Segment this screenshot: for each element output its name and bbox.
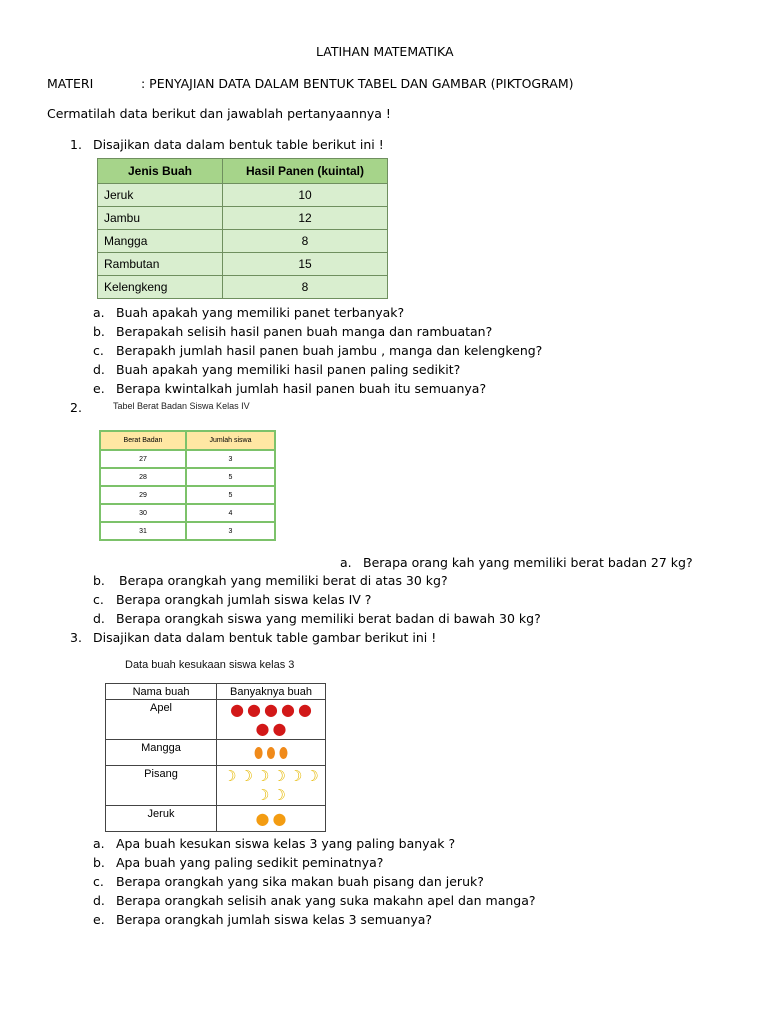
- list-item: [93, 611, 105, 626]
- apple-icon: ●: [280, 700, 295, 719]
- q1-number: 1.: [70, 137, 82, 152]
- apple-pictogram: [217, 700, 325, 739]
- list-item: [340, 555, 352, 570]
- weight-table: [99, 430, 276, 541]
- question-letter: d.: [93, 362, 105, 377]
- banana-icon: ☽: [256, 786, 270, 804]
- list-item: Apa buah kesukan siswa kelas 3 yang paling banyak ?: [116, 836, 456, 851]
- q1-text: Disajikan data dalam bentuk table berikut ini !: [93, 137, 384, 152]
- question-letter: c.: [93, 592, 104, 607]
- table-row: [106, 700, 326, 740]
- table-cell: Rambutan: [98, 253, 223, 276]
- question-letter: d.: [93, 893, 105, 908]
- weight-table-title: Tabel Berat Badan Siswa Kelas IV: [113, 401, 250, 411]
- mango-pictogram: [217, 743, 325, 763]
- question-letter: e.: [93, 381, 105, 396]
- pictogram-cell: [217, 806, 326, 832]
- table-cell: 8: [223, 230, 388, 253]
- list-item: Berapa orangkah siswa yang memiliki berat badan di bawah 30 kg?: [116, 611, 541, 626]
- apple-icon: ●: [255, 719, 270, 738]
- table-row: [98, 276, 388, 299]
- table-cell: Kelengkeng: [98, 276, 223, 299]
- question-letter: a.: [93, 836, 105, 851]
- list-item: [93, 836, 105, 851]
- table-cell: 3: [186, 450, 275, 468]
- list-item: [93, 324, 105, 339]
- orange-icon: ●: [272, 808, 287, 828]
- list-item: [93, 573, 105, 588]
- banana-icon: ☽: [223, 767, 237, 785]
- table-cell: 5: [186, 486, 275, 504]
- question-letter: b.: [93, 573, 105, 588]
- table-header: Berat Badan: [100, 431, 186, 450]
- list-item: [93, 305, 105, 320]
- fruit-table-title: Data buah kesukaan siswa kelas 3: [125, 659, 295, 671]
- table-row: [98, 207, 388, 230]
- table-row: [106, 806, 326, 832]
- harvest-table: [97, 158, 388, 299]
- table-cell: 12: [223, 207, 388, 230]
- table-cell: Mangga: [106, 740, 217, 766]
- table-row: [98, 230, 388, 253]
- materi-value: : PENYAJIAN DATA DALAM BENTUK TABEL DAN GAMBAR (PIKTOGRAM): [141, 76, 574, 91]
- question-letter: b.: [93, 855, 105, 870]
- table-row: [100, 486, 275, 504]
- table-row: [98, 253, 388, 276]
- list-item: Berapa orangkah selisih anak yang suka makahn apel dan manga?: [116, 893, 536, 908]
- table-row: [100, 504, 275, 522]
- table-header: Jenis Buah: [98, 159, 223, 184]
- table-row: [100, 522, 275, 540]
- list-item: Apa buah yang paling sedikit peminatnya?: [116, 855, 384, 870]
- pictogram-cell: [217, 700, 326, 740]
- orange-icon: ●: [255, 808, 270, 828]
- list-item: Buah apakah yang memiliki panet terbanyak?: [116, 305, 405, 320]
- table-cell: 27: [100, 450, 186, 468]
- table-cell: 31: [100, 522, 186, 540]
- question-letter: b.: [93, 324, 105, 339]
- table-cell: Pisang: [106, 766, 217, 806]
- question-letter: a.: [340, 555, 352, 570]
- list-item: Berapa orangkah yang memiliki berat di atas 30 kg?: [119, 573, 448, 588]
- mango-icon: ⬮: [278, 743, 289, 762]
- table-row: [106, 740, 326, 766]
- question-letter: a.: [93, 305, 105, 320]
- question-letter: e.: [93, 912, 105, 927]
- table-cell: 5: [186, 468, 275, 486]
- list-item: [93, 912, 105, 927]
- list-item: Berapa orangkah yang sika makan buah pisang dan jeruk?: [116, 874, 484, 889]
- list-item: [93, 381, 105, 396]
- apple-icon: ●: [230, 700, 245, 719]
- table-row: [100, 468, 275, 486]
- apple-icon: ●: [264, 700, 278, 719]
- list-item: Buah apakah yang memiliki hasil panen paling sedikit?: [116, 362, 461, 377]
- banana-icon: ☽: [288, 767, 303, 785]
- q3-number: 3.: [70, 630, 82, 645]
- pictogram-cell: [217, 766, 326, 806]
- mango-icon: ⬮: [266, 743, 276, 762]
- table-header: Hasil Panen (kuintal): [223, 159, 388, 184]
- pictogram-cell: [217, 740, 326, 766]
- table-cell: 15: [223, 253, 388, 276]
- table-row: [106, 766, 326, 806]
- table-cell: 4: [186, 504, 275, 522]
- mango-icon: ⬮: [253, 743, 264, 762]
- question-letter: c.: [93, 874, 104, 889]
- apple-icon: ●: [272, 719, 287, 738]
- table-cell: Mangga: [98, 230, 223, 253]
- banana-icon: ☽: [272, 767, 286, 785]
- list-item: [93, 893, 105, 908]
- list-item: [93, 343, 104, 358]
- list-item: Berapa kwintalkah jumlah hasil panen buah itu semuanya?: [116, 381, 487, 396]
- table-header: Jumlah siswa: [186, 431, 275, 450]
- banana-icon: ☽: [239, 767, 254, 785]
- instruction-text: Cermatilah data berikut dan jawablah pertanyaannya !: [47, 106, 391, 121]
- list-item: Berapa orangkah jumlah siswa kelas IV ?: [116, 592, 372, 607]
- table-row: [100, 450, 275, 468]
- q2-number: 2.: [70, 400, 82, 415]
- list-item: Berapa orangkah jumlah siswa kelas 3 semuanya?: [116, 912, 433, 927]
- table-header: Nama buah: [106, 684, 217, 700]
- table-cell: 30: [100, 504, 186, 522]
- list-item: [93, 362, 105, 377]
- banana-icon: ☽: [305, 767, 319, 785]
- table-cell: Jeruk: [106, 806, 217, 832]
- q3-text: Disajikan data dalam bentuk table gambar berikut ini !: [93, 630, 437, 645]
- banana-icon: ☽: [256, 767, 270, 785]
- orange-pictogram: [217, 809, 325, 829]
- table-header: Banyaknya buah: [217, 684, 326, 700]
- list-item: [93, 874, 104, 889]
- apple-icon: ●: [247, 700, 262, 719]
- table-row: [98, 184, 388, 207]
- banana-pictogram: [217, 766, 325, 805]
- page-title: LATIHAN MATEMATIKA: [316, 44, 454, 59]
- table-cell: 29: [100, 486, 186, 504]
- materi-label: MATERI: [47, 76, 94, 91]
- table-cell: 3: [186, 522, 275, 540]
- fruit-pictogram-table: [105, 683, 326, 832]
- list-item: [93, 592, 104, 607]
- table-cell: 28: [100, 468, 186, 486]
- table-cell: Apel: [106, 700, 217, 740]
- table-cell: 10: [223, 184, 388, 207]
- list-item: Berapakh jumlah hasil panen buah jambu , manga dan kelengkeng?: [116, 343, 543, 358]
- banana-icon: ☽: [272, 786, 286, 804]
- table-cell: Jeruk: [98, 184, 223, 207]
- list-item: [93, 855, 105, 870]
- question-letter: d.: [93, 611, 105, 626]
- list-item: Berapa orang kah yang memiliki berat badan 27 kg?: [363, 555, 693, 570]
- apple-icon: ●: [297, 700, 312, 719]
- question-letter: c.: [93, 343, 104, 358]
- table-cell: Jambu: [98, 207, 223, 230]
- table-cell: 8: [223, 276, 388, 299]
- list-item: Berapakah selisih hasil panen buah manga dan rambuatan?: [116, 324, 493, 339]
